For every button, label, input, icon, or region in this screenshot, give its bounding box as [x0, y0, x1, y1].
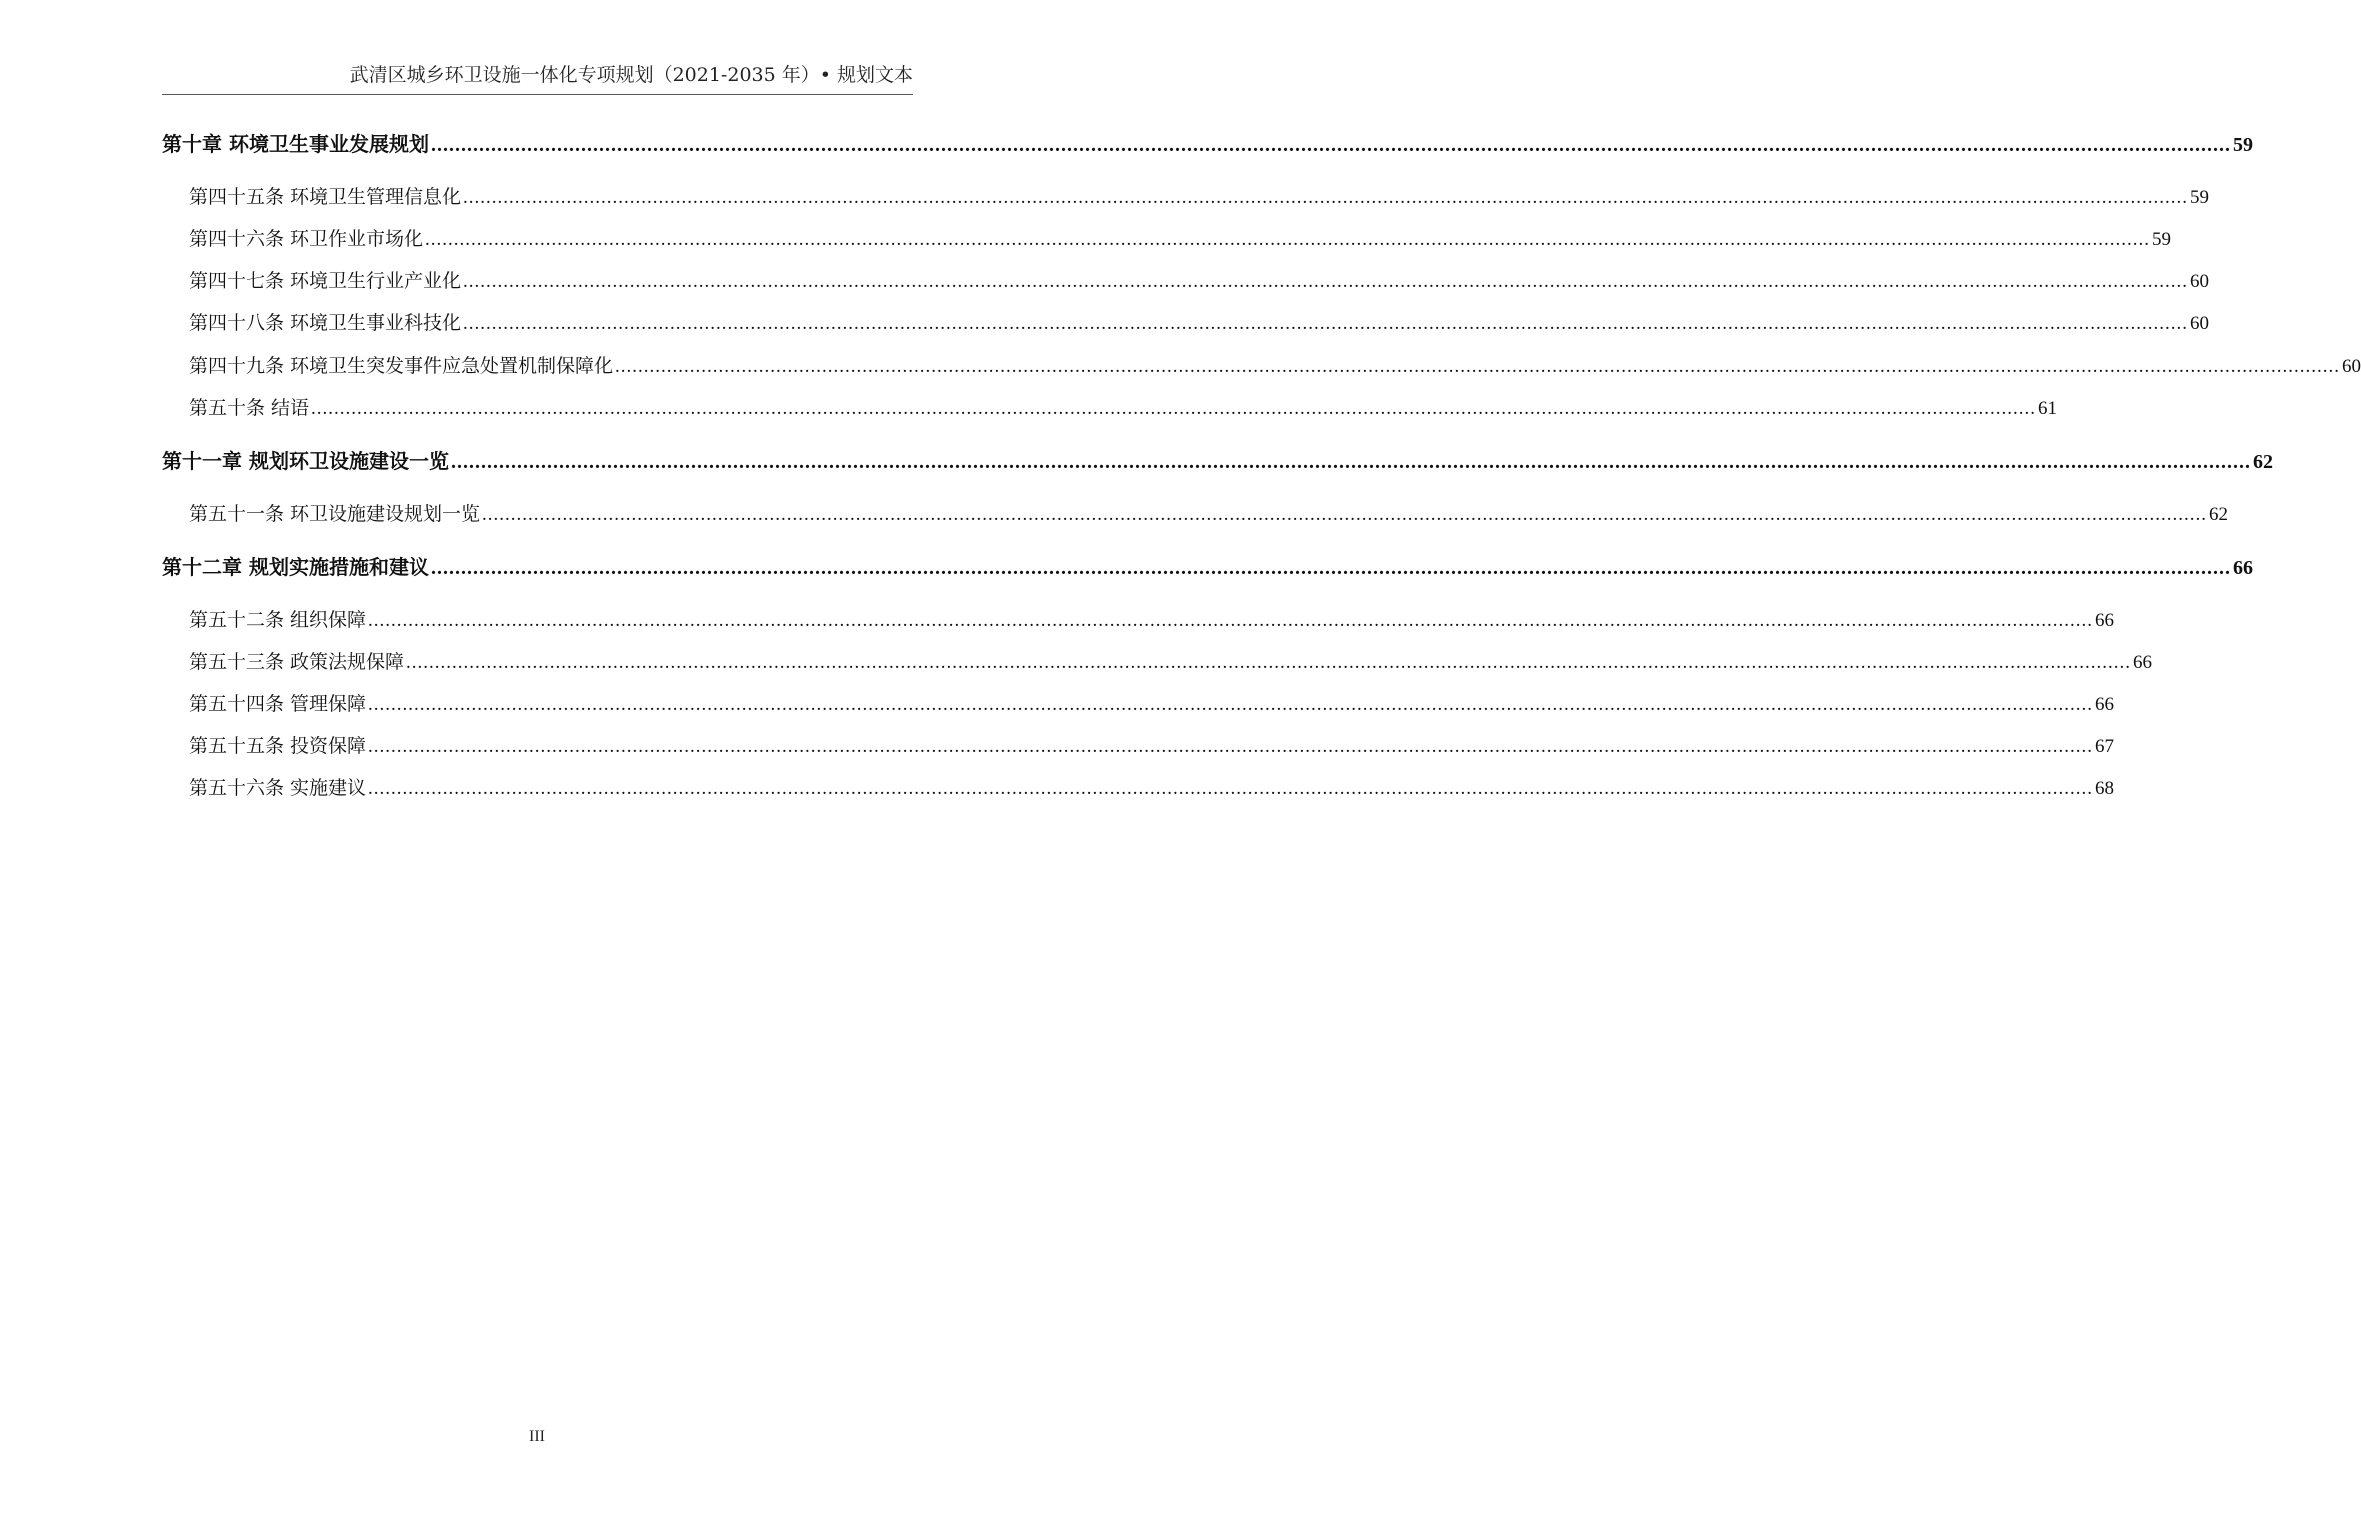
dot-leader: ............................................................................................................................................................................................................................................................................................................	[430, 134, 2231, 156]
dot-leader: ............................................................................................................................................................................................................................................................................................................	[482, 504, 2208, 525]
toc-entry-page: 60	[2190, 313, 2210, 334]
toc-entry-title: 第五十一条 环卫设施建设规划一览	[189, 503, 481, 525]
toc-entry-page: 62	[2252, 451, 2273, 473]
toc-article-52[interactable]	[189, 606, 2115, 634]
toc-article-47[interactable]	[189, 267, 2210, 295]
toc-entry-page: 66	[2133, 652, 2153, 673]
toc-entry-title: 第五十三条 政策法规保障	[189, 651, 405, 673]
dot-leader: ............................................................................................................................................................................................................................................................................................................	[425, 229, 2151, 250]
dot-leader: ............................................................................................................................................................................................................................................................................................................	[368, 610, 2094, 631]
toc-entry-title: 第五十条 结语	[189, 397, 310, 419]
dot-leader: ............................................................................................................................................................................................................................................................................................................	[368, 694, 2094, 715]
dot-leader: ............................................................................................................................................................................................................................................................................................................	[615, 356, 2341, 377]
toc-entry-title: 第四十六条 环卫作业市场化	[189, 228, 424, 250]
toc-entry-page: 62	[2209, 504, 2229, 525]
dot-leader: ............................................................................................................................................................................................................................................................................................................	[368, 778, 2094, 799]
toc-entry-page: 60	[2190, 271, 2210, 292]
dot-leader: ............................................................................................................................................................................................................................................................................................................	[430, 557, 2231, 579]
dot-leader: ............................................................................................................................................................................................................................................................................................................	[463, 187, 2189, 208]
dot-leader: ............................................................................................................................................................................................................................................................................................................	[463, 271, 2189, 292]
toc-entry-page: 66	[2095, 610, 2115, 631]
toc-entry-page: 61	[2038, 398, 2058, 419]
toc-entry-page: 67	[2095, 736, 2115, 757]
page-number: III	[529, 1428, 545, 1445]
running-header: 武清区城乡环卫设施一体化专项规划（2021-2035 年）• 规划文本	[349, 64, 913, 86]
toc-entry-title: 第五十二条 组织保障	[189, 609, 367, 631]
toc-article-49[interactable]	[189, 352, 2361, 380]
header-rule	[162, 94, 913, 95]
toc-article-55[interactable]	[189, 732, 2115, 760]
toc-entry-title: 第五十五条 投资保障	[189, 735, 367, 757]
toc-article-54[interactable]	[189, 690, 2115, 718]
toc-entry-title: 第四十八条 环境卫生事业科技化	[189, 312, 462, 334]
toc-entry-title: 第四十七条 环境卫生行业产业化	[189, 270, 462, 292]
toc-entry-page: 68	[2095, 778, 2115, 799]
toc-article-45[interactable]	[189, 183, 2210, 211]
toc-entry-title: 第四十九条 环境卫生突发事件应急处置机制保障化	[189, 355, 614, 377]
toc-chapter-10[interactable]	[162, 130, 2253, 158]
toc-entry-page: 66	[2095, 694, 2115, 715]
toc-chapter-12[interactable]	[162, 553, 2253, 581]
toc-entry-title: 第十二章 规划实施措施和建议	[162, 555, 429, 579]
toc-article-53[interactable]	[189, 648, 2153, 676]
dot-leader: ............................................................................................................................................................................................................................................................................................................	[368, 736, 2094, 757]
dot-leader: ............................................................................................................................................................................................................................................................................................................	[463, 313, 2189, 334]
toc-entry-page: 59	[2152, 229, 2172, 250]
toc-chapter-11[interactable]	[162, 447, 2273, 475]
toc-article-50[interactable]	[189, 394, 2058, 422]
toc-entry-page: 60	[2342, 356, 2361, 377]
toc-article-56[interactable]	[189, 774, 2115, 802]
dot-leader: ............................................................................................................................................................................................................................................................................................................	[450, 451, 2251, 473]
toc-entry-title: 第十章 环境卫生事业发展规划	[162, 132, 429, 156]
toc-entry-page: 59	[2190, 187, 2210, 208]
toc-article-51[interactable]	[189, 500, 2229, 528]
toc-entry-page: 66	[2232, 557, 2253, 579]
toc-entry-title: 第五十四条 管理保障	[189, 693, 367, 715]
toc-entry-page: 59	[2232, 134, 2253, 156]
toc-entry-title: 第五十六条 实施建议	[189, 777, 367, 799]
toc-article-46[interactable]	[189, 225, 2172, 253]
dot-leader: ............................................................................................................................................................................................................................................................................................................	[406, 652, 2132, 673]
toc-entry-title: 第十一章 规划环卫设施建设一览	[162, 449, 449, 473]
toc-article-48[interactable]	[189, 309, 2210, 337]
toc-entry-title: 第四十五条 环境卫生管理信息化	[189, 186, 462, 208]
dot-leader: ............................................................................................................................................................................................................................................................................................................	[311, 398, 2037, 419]
